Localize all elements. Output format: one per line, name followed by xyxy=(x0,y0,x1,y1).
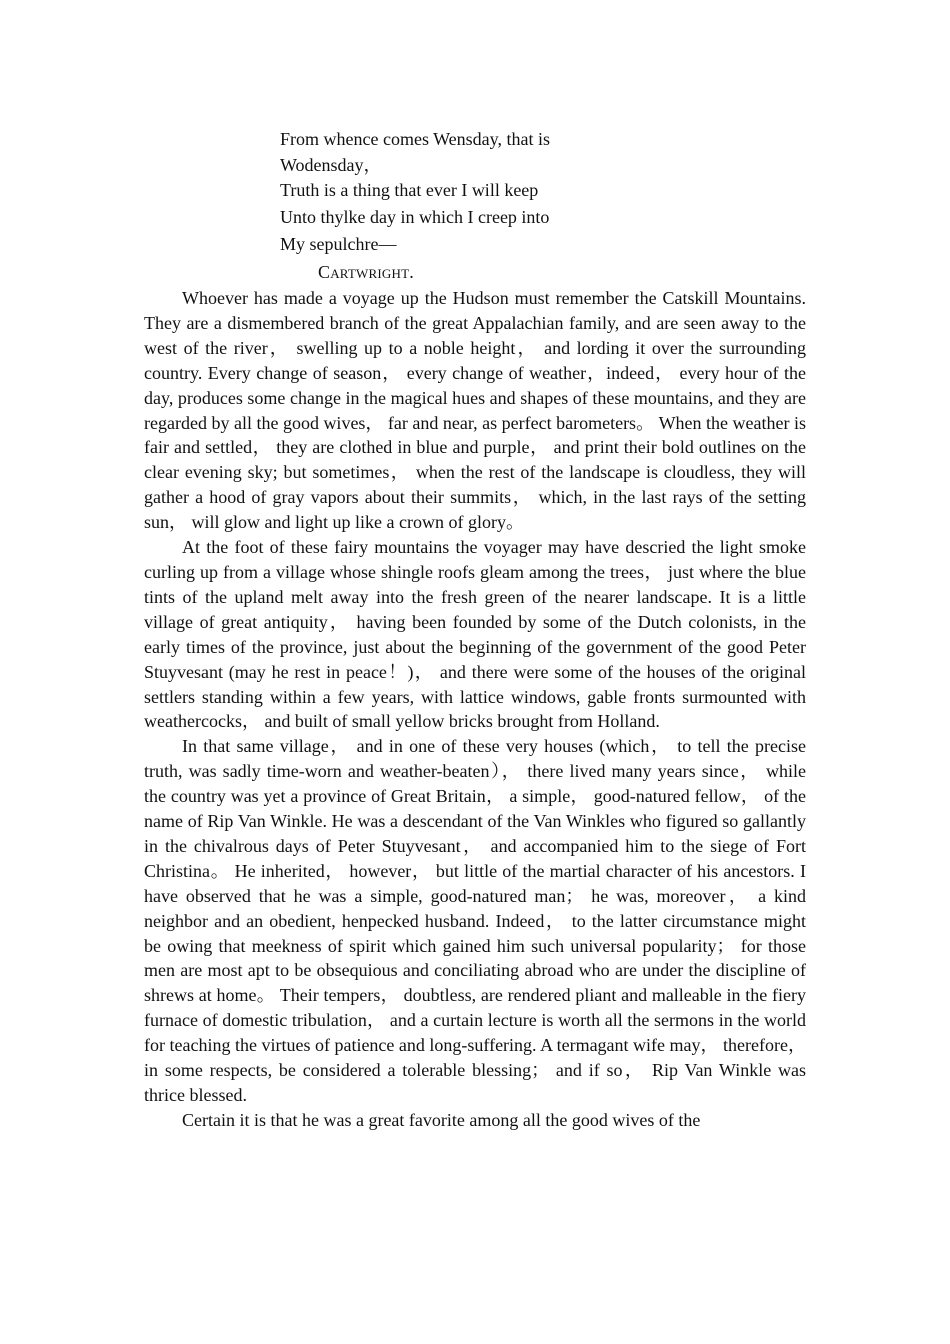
epigraph-line: From whence comes Wensday, that is xyxy=(280,129,550,149)
paragraph: Whoever has made a voyage up the Hudson must remember the Catskill Mountains. They are a dismembered branch of the great Appalachian family, and are seen away to the west of the river， swelling up to a noble height， and lording it over the surrounding country. Every change of season， every change of weather，indeed， every hour of the day, produces some change in the magical hues and shapes of these mountains, and they are regarded by all the good wives， far and near, as perfect barometers。 When the weather is fair and settled， they are clothed in blue and purple， and print their bold outlines on the clear evening sky; but sometimes， when the rest of the landscape is cloudless, they will gather a hood of gray vapors about their summits， which, in the last rays of the setting sun， will glow and light up like a crown of glory。 xyxy=(144,288,807,533)
paragraph: Certain it is that he was a great favorite among all the good wives of the xyxy=(182,1109,701,1130)
epigraph-line: My sepulchre— xyxy=(280,234,397,254)
epigraph xyxy=(280,126,610,258)
epigraph-line: Truth is a thing that ever I will keep xyxy=(280,180,539,200)
body-text xyxy=(144,286,806,1133)
epigraph-attribution: Cartwright. xyxy=(318,262,414,282)
paragraph: In that same village， and in one of these very houses (which， to tell the precise truth, was sadly time-worn and weather-beaten）， there lived many years since， while the country was yet a province of Great Britain， a simple， good-natured fellow， of the name of Rip Van Winkle. He was a descendant of the Van Winkles who figured so gallantly in the chivalrous days of Peter Stuyvesant， and accompanied him to the siege of Fort Christina。 He inherited， however， but little of the martial character of his ancestors. I have observed that he was a simple, good-natured man； he was, moreover， a kind neighbor and an obedient, henpecked husband. Indeed， to the latter circumstance might be owing that meekness of spirit which gained him such universal popularity； for those men are most apt to be obsequious and conciliating abroad who are under the discipline of shrews at home。 Their tempers， doubtless, are rendered pliant and malleable in the fiery furnace of domestic tribulation， and a curtain lecture is worth all the sermons in the world for teaching the virtues of patience and long-suffering. A termagant wife may， therefore， in some respects, be considered a tolerable blessing； and if so， Rip Van Winkle was thrice blessed. xyxy=(144,736,806,1105)
epigraph-line: Wodensday， xyxy=(280,155,382,175)
epigraph-line: Unto thylke day in which I creep into xyxy=(280,207,550,227)
paragraph: At the foot of these fairy mountains the voyager may have descried the light smoke curling up from a village whose shingle roofs gleam among the trees， just where the blue tints of the upland melt away into the fresh green of the nearer landscape. It is a little village of great antiquity， having been founded by some of the Dutch colonists, in the early times of the province, just about the beginning of the government of the good Peter Stuyvesant (may he rest in peace！)， and there were some of the houses of the original settlers standing within a few years, with lattice windows, gable fronts surmounted with weathercocks， and built of small yellow bricks brought from Holland. xyxy=(144,537,806,732)
